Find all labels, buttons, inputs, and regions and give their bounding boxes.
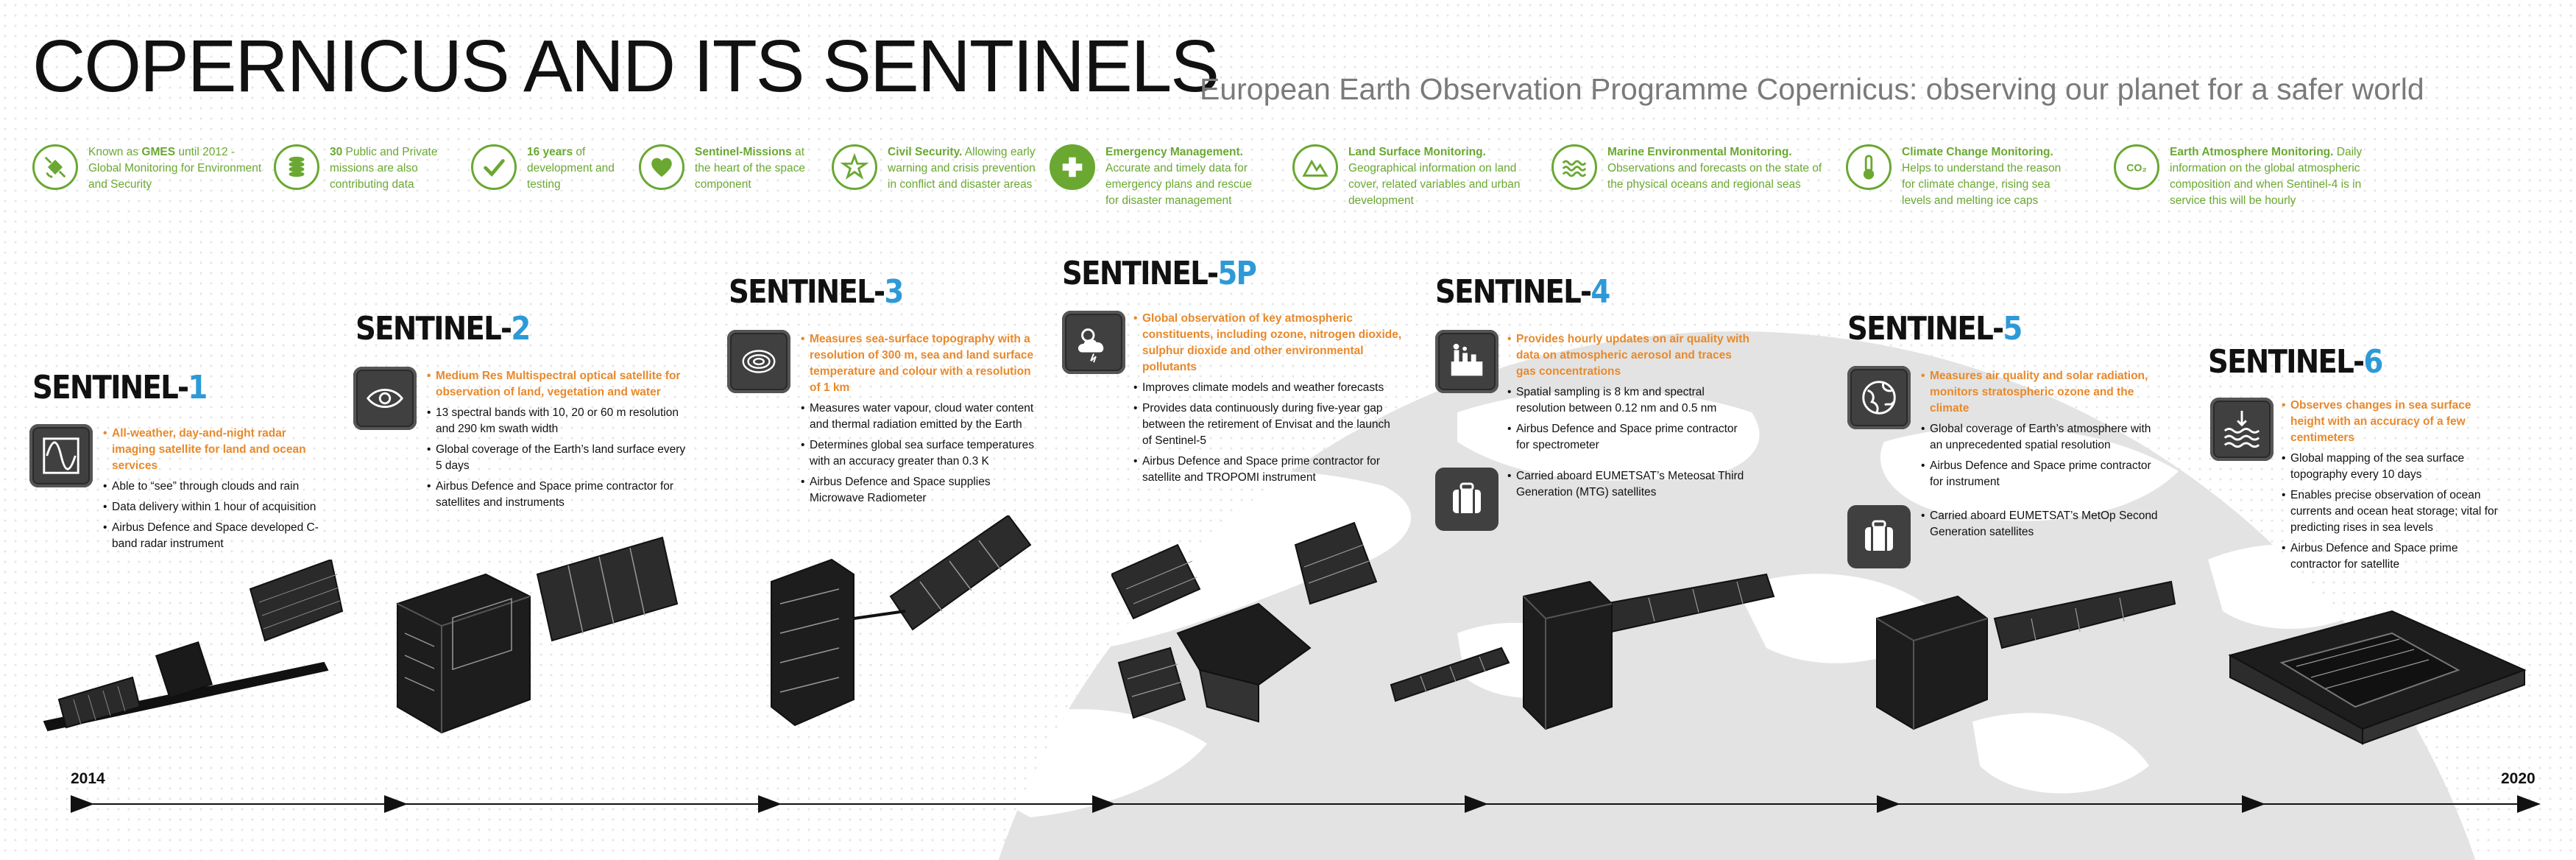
sentinel-2-description: • Medium Res Multispectral optical satellite for observation of land, vegetation and water • 13 spectral bands with 10, 20 or 60 m resolution and 290 km swath width • Global coverage of the Earth’s land surface every 5 days • Airbus Defence and Space prime contractor for satellites and instruments [427, 368, 692, 515]
fact-missions: 30 Public and Private missions are also contributing data [274, 144, 477, 193]
mountain-icon [1292, 144, 1338, 190]
timeline-marker-sentinel-1 [71, 795, 94, 813]
sentinel-1-title: SENTINEL-1 [32, 369, 207, 406]
sentinel-5-satellite [1862, 574, 2179, 751]
fact-emergency: Emergency Management. Accurate and timely data for emergency plans and rescue for disaster management [1050, 144, 1267, 209]
timeline-marker-sentinel-4 [1465, 795, 1488, 813]
fact-gmes: Known as GMES until 2012 - Global Monitoring for Environment and Security [32, 144, 265, 193]
sentinel-3-description: • Measures sea-surface topography with a resolution of 300 m, sea and land surface temperature and colour with a resolution of 1 km • Measures water vapour, cloud water content and thermal radiation emitted by the Earth • Determines global sea surface temperatures with an accuracy greater than 0.3 K • Airbus Defence and Space supplies Microwave Radiometer [801, 331, 1044, 511]
fact-marine: Marine Environmental Monitoring. Observations and forecasts on the state of the physical oceans and regional seas [1551, 144, 1828, 193]
page-subtitle: European Earth Observation Programme Copernicus: observing our planet for a safer world [1200, 72, 2424, 106]
svg-text:CO₂: CO₂ [2126, 162, 2147, 175]
timeline-marker-sentinel-5 [1877, 795, 1900, 813]
fact-climate: Climate Change Monitoring. Helps to understand the reason for climate change, rising sea levels and melting ice caps [1846, 144, 2071, 209]
sentinel-1-satellite [29, 560, 353, 736]
sheriff-star-icon [832, 144, 877, 190]
sentinel-6-description: • Observes changes in sea surface height with an accuracy of a few centimeters • Global mapping of the sea surface topography every 10 days • Enables precise observation of ocean currents and ocean heat storage; vital for predicting rises in sea levels • Airbus Defence and Space prime contractor for satellite [2282, 398, 2502, 577]
satellite-icon [32, 144, 78, 190]
globe-icon [1847, 366, 1911, 429]
fact-years: 16 years of development and testing [471, 144, 630, 193]
luggage-icon [1435, 468, 1498, 531]
factory-icon [1435, 330, 1498, 393]
fact-land-surface: Land Surface Monitoring. Geographical information on land cover, related variables and urban development [1292, 144, 1532, 209]
page-title: COPERNICUS AND ITS SENTINELS [32, 25, 1218, 107]
sentinel-2-satellite [383, 530, 692, 744]
waves-icon [1551, 144, 1597, 190]
sentinel-3-satellite [758, 515, 1038, 736]
sentinel-4-title: SENTINEL-4 [1435, 273, 1610, 311]
co2-icon [2114, 144, 2159, 190]
timeline-start-year: 2014 [71, 770, 105, 787]
coins-icon [274, 144, 319, 190]
medical-cross-icon [1050, 144, 1095, 190]
sentinel-6-satellite [2223, 596, 2532, 751]
eye-icon [353, 367, 417, 430]
checkmark-icon [471, 144, 517, 190]
timeline-marker-sentinel-5p [1092, 795, 1116, 813]
fact-atmosphere: CO₂ Earth Atmosphere Monitoring. Daily information on the global atmospheric composition and when Sentinel-4 is in service this will be hourly [2114, 144, 2391, 209]
fact-bold: GMES [141, 146, 176, 158]
sentinel-6-title: SENTINEL-6 [2208, 343, 2382, 381]
radar-wave-icon [29, 424, 93, 487]
weather-icon [1062, 311, 1125, 374]
sentinel-2-title: SENTINEL-2 [355, 310, 530, 348]
sentinel-5-description: • Measures air quality and solar radiation, monitors stratospheric ozone and the climate • Global coverage of Earth’s atmosphere with an unprecedented spatial resolution • Airbus Defence and Space prime contractor for instrument [1921, 368, 2164, 495]
timeline-end-arrow [2517, 795, 2541, 813]
luggage-icon [1847, 505, 1911, 568]
timeline-marker-sentinel-6 [2242, 795, 2265, 813]
timeline-marker-sentinel-3 [758, 795, 782, 813]
sentinel-3-title: SENTINEL-3 [729, 273, 903, 311]
sentinel-5p-title: SENTINEL-5P [1062, 255, 1256, 292]
sentinel-4-satellite [1384, 560, 1781, 736]
fact-sentinel-missions: Sentinel-Missions at the heart of the space component [639, 144, 813, 193]
topography-icon [727, 330, 790, 393]
timeline-marker-sentinel-2 [384, 795, 408, 813]
sentinel-5p-description: • Global observation of key atmospheric constituents, including ozone, nitrogen dioxide, sulphur dioxide and other environmental pollutants • Improves climate models and weather forecasts • Provides data continuously during five-year gap between the retirement of Envisat and the launch of Sentinel-5 • Airbus Defence and Space prime contractor for satellite and TROPOMI instrument [1133, 311, 1402, 490]
sentinel-5-title: SENTINEL-5 [1847, 310, 2022, 348]
fact-civil-security: Civil Security. Allowing early warning and crisis prevention in conflict and disaster areas [832, 144, 1042, 193]
sentinel-4-description: • Provides hourly updates on air quality with data on atmospheric aerosol and traces gas concentrations • Spatial sampling is 8 km and spectral resolution between 0.12 nm and 0.5 nm • Airbus Defence and Space prime contractor for spectrometer [1507, 331, 1750, 458]
thermometer-icon [1846, 144, 1892, 190]
timeline-axis [0, 795, 2576, 817]
sentinel-5p-satellite [1111, 515, 1391, 736]
timeline-end-year: 2020 [2501, 770, 2536, 787]
heart-icon [639, 144, 684, 190]
sea-level-icon [2210, 398, 2274, 461]
sentinel-4-aboard: • Carried aboard EUMETSAT’s Meteosat Third Generation (MTG) satellites [1507, 468, 1750, 505]
sentinel-1-description: • All-weather, day-and-night radar imaging satellite for land and ocean services • Able to “see” through clouds and rain • Data delivery within 1 hour of acquisition • Airbus Defence and Space developed C-band radar instrument [103, 426, 331, 557]
sentinel-5-aboard: • Carried aboard EUMETSAT’s MetOp Second Generation satellites [1921, 508, 2164, 545]
